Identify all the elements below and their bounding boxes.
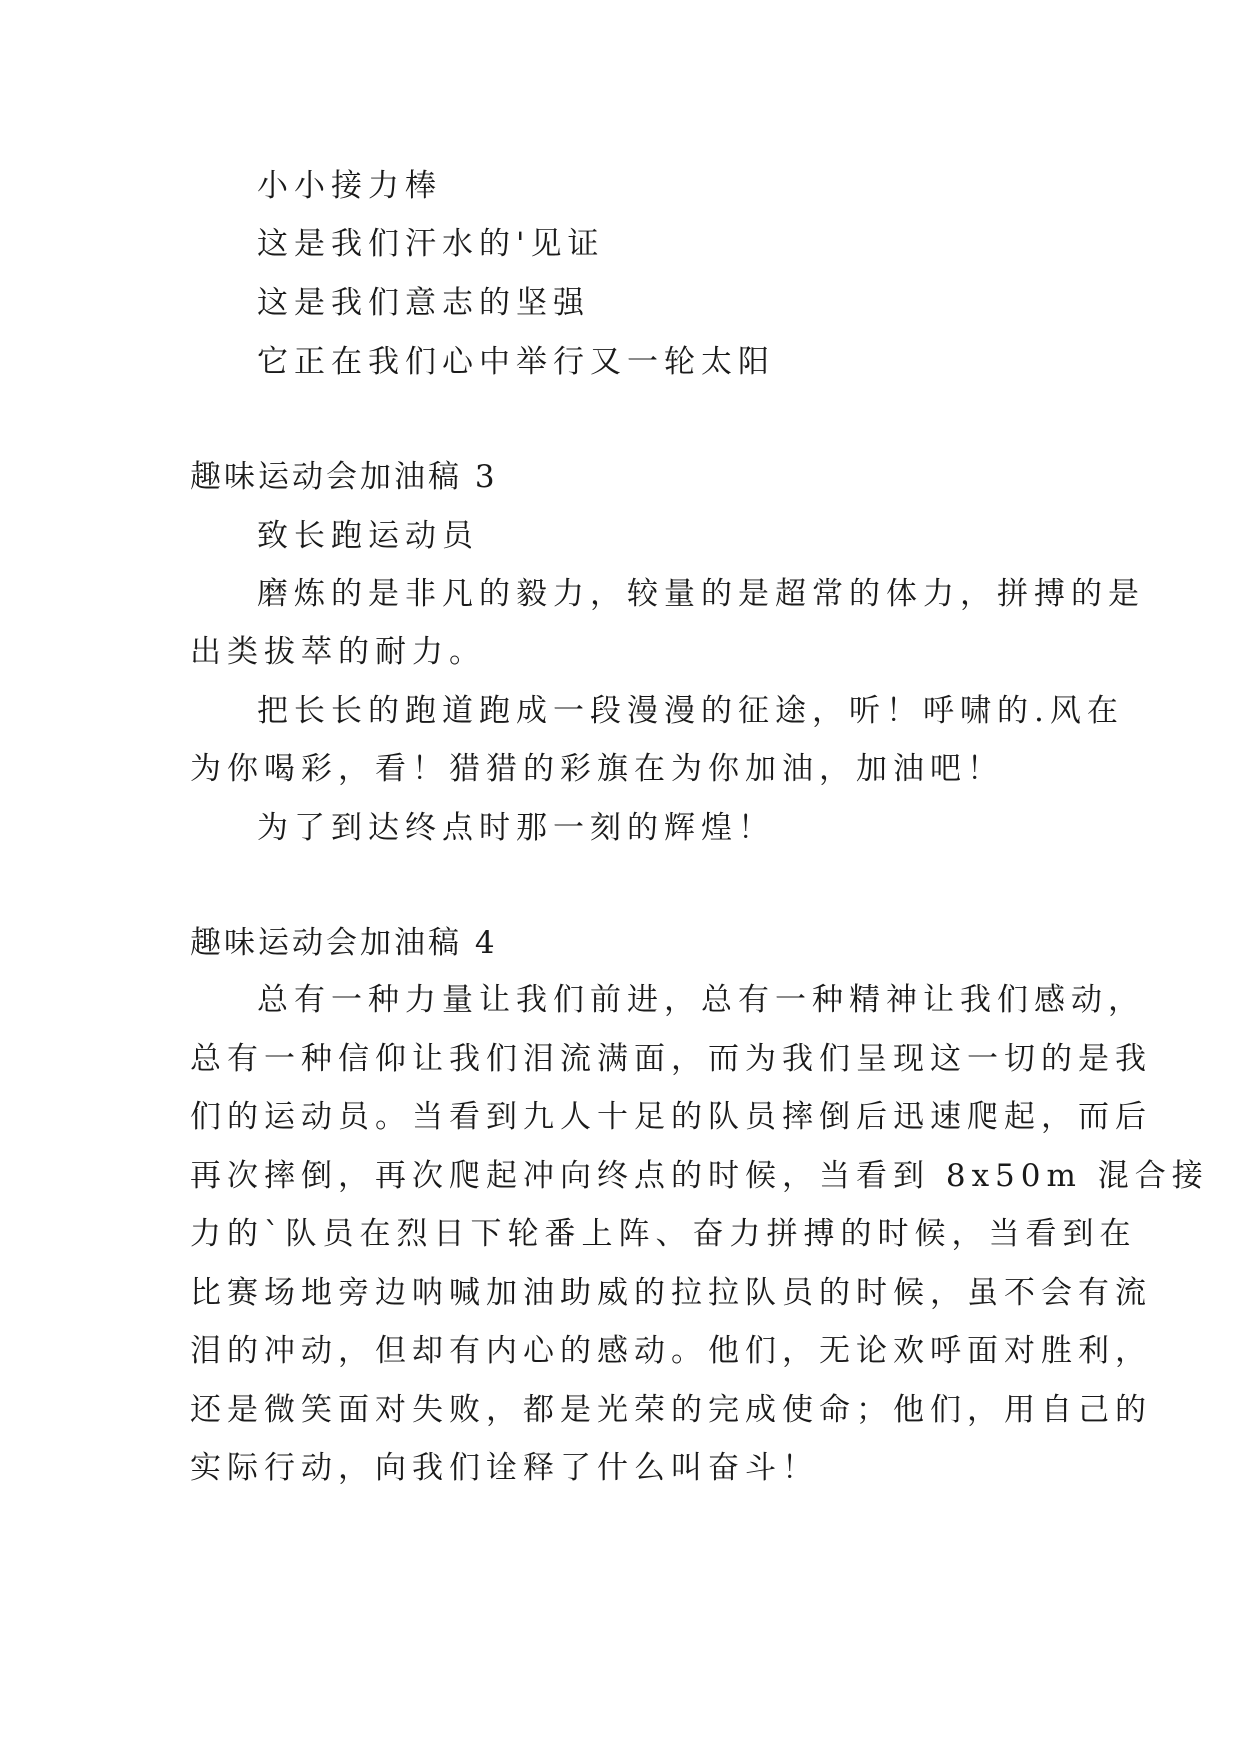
- paragraph-line: 泪的冲动，但却有内心的感动。他们，无论欢呼面对胜利，: [190, 1333, 1152, 1369]
- section-subtitle: 致长跑运动员: [257, 518, 479, 554]
- section-title: 趣味运动会加油稿 4: [190, 925, 498, 961]
- paragraph-line: 再次摔倒，再次爬起冲向终点的时候，当看到 8x50m 混合接: [190, 1158, 1209, 1194]
- paragraph-line: 还是微笑面对失败，都是光荣的完成使命；他们，用自己的: [190, 1392, 1152, 1428]
- paragraph-line: 力的`队员在烈日下轮番上阵、奋力拼搏的时候，当看到在: [190, 1216, 1137, 1252]
- poem-line: 它正在我们心中举行又一轮太阳: [257, 344, 775, 380]
- paragraph-line: 为了到达终点时那一刻的辉煌！: [257, 810, 775, 846]
- paragraph-line: 总有一种力量让我们前进，总有一种精神让我们感动，: [257, 982, 1145, 1018]
- paragraph-line: 为你喝彩，看！猎猎的彩旗在为你加油，加油吧！: [190, 751, 1004, 787]
- paragraph-line: 磨炼的是非凡的毅力，较量的是超常的体力，拼搏的是: [257, 576, 1145, 612]
- paragraph-line: 把长长的跑道跑成一段漫漫的征途，听！呼啸的.风在: [257, 693, 1124, 729]
- paragraph-line: 比赛场地旁边呐喊加油助威的拉拉队员的时候，虽不会有流: [190, 1275, 1152, 1311]
- paragraph-line: 总有一种信仰让我们泪流满面，而为我们呈现这一切的是我: [190, 1041, 1152, 1077]
- paragraph-line: 出类拔萃的耐力。: [190, 634, 486, 670]
- poem-line: 小小接力棒: [257, 168, 442, 204]
- poem-line: 这是我们汗水的'见证: [257, 226, 605, 262]
- section-title: 趣味运动会加油稿 3: [190, 459, 498, 495]
- poem-line: 这是我们意志的坚强: [257, 285, 590, 321]
- paragraph-line: 实际行动，向我们诠释了什么叫奋斗！: [190, 1450, 819, 1486]
- paragraph-line: 们的运动员。当看到九人十足的队员摔倒后迅速爬起，而后: [190, 1099, 1152, 1135]
